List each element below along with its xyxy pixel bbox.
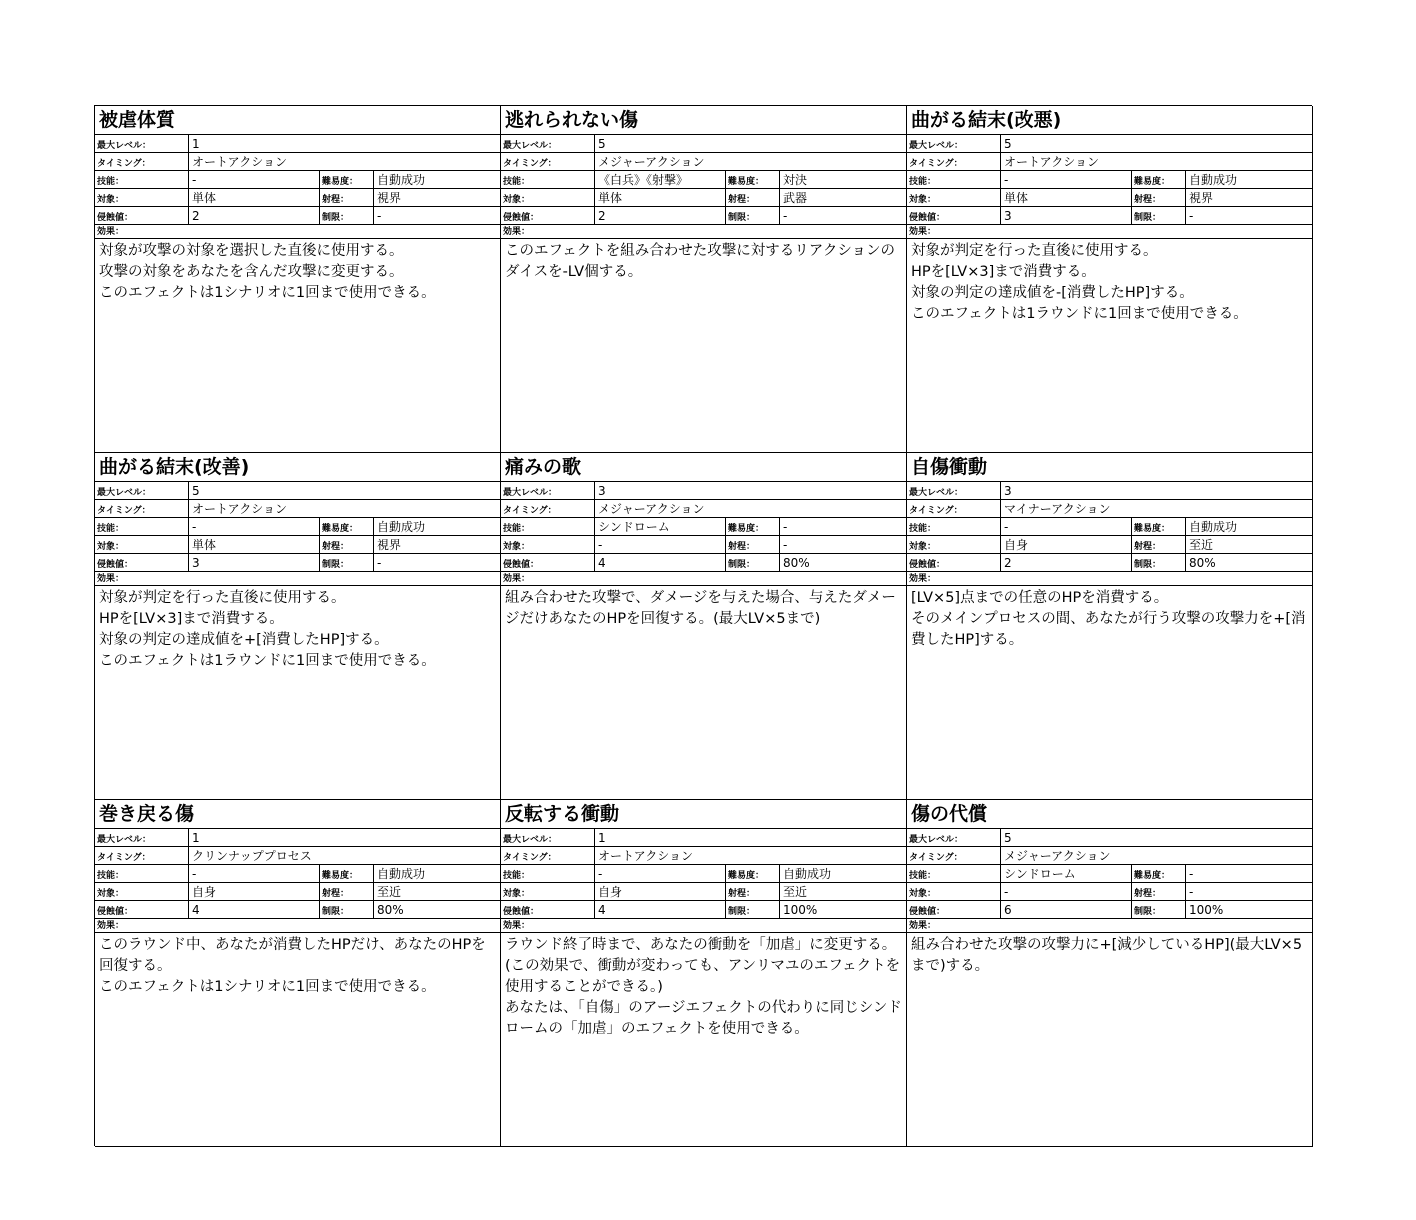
timing-row: [501, 153, 906, 171]
effect-label-row: [501, 919, 906, 933]
range-value: 至近: [783, 885, 808, 899]
effect-label: 効果：: [909, 921, 937, 931]
skill-row: [501, 865, 906, 883]
max-level-row: [95, 482, 500, 500]
effect-line: このエフェクトは1ラウンドに1回まで使用できる。: [911, 306, 1248, 322]
target-label: 対象：: [501, 536, 595, 553]
effect-label: 効果：: [503, 921, 531, 931]
effect-line: このエフェクトを組み合わせた攻撃に対するリアクションのダイスを-LV個する。: [505, 243, 896, 280]
effect-line: 攻撃の対象をあなたを含んだ攻撃に変更する。: [99, 264, 404, 280]
effect-label: 効果：: [503, 227, 531, 237]
erosion-value: 6: [1001, 901, 1132, 918]
effect-line: [LV×5]点までの任意のHPを消費する。: [911, 590, 1169, 606]
timing-label: タイミング：: [501, 847, 595, 864]
limit-value: 100%: [1189, 903, 1224, 917]
target-label: 対象：: [95, 536, 189, 553]
erosion-value: 2: [1001, 554, 1132, 571]
target-label: 対象：: [501, 189, 595, 206]
effect-name: 逃れられない傷: [501, 106, 906, 135]
target-label: 対象：: [907, 536, 1001, 553]
erosion-value: 4: [189, 901, 320, 918]
erosion-label: 侵蝕値：: [501, 207, 595, 224]
skill-value: -: [1001, 171, 1132, 188]
target-value: -: [595, 536, 726, 553]
skill-label: 技能：: [95, 518, 189, 535]
skill-label: 技能：: [501, 171, 595, 188]
timing-row: [95, 847, 500, 865]
target-value: 単体: [189, 536, 320, 553]
erosion-value: 2: [595, 207, 726, 224]
timing-row: [95, 500, 500, 518]
limit-label: 制限：: [320, 554, 374, 571]
limit-label: 制限：: [726, 207, 780, 224]
timing-value: マイナーアクション: [1004, 502, 1111, 516]
difficulty-value: 自動成功: [377, 173, 426, 187]
max-level-row: [501, 135, 906, 153]
timing-label: タイミング：: [501, 500, 595, 517]
effect-line: 対象が攻撃の対象を選択した直後に使用する。: [99, 243, 404, 259]
max-level-value: 1: [192, 137, 200, 151]
difficulty-label: 難易度：: [320, 865, 374, 882]
timing-row: [907, 500, 1312, 518]
max-level-label: 最大レベル：: [501, 829, 595, 846]
range-label: 射程：: [1132, 189, 1186, 206]
effect-label-row: [95, 225, 500, 239]
effect-name: 被虐体質: [95, 106, 500, 135]
target-row: [501, 536, 906, 554]
timing-label: タイミング：: [95, 847, 189, 864]
max-level-value: 1: [192, 831, 200, 845]
effect-name: 痛みの歌: [501, 453, 906, 482]
limit-value: 80%: [1189, 556, 1216, 570]
timing-label: タイミング：: [501, 153, 595, 170]
timing-value: オートアクション: [192, 502, 288, 516]
effect-text: [501, 239, 906, 285]
limit-value: 100%: [783, 903, 818, 917]
effect-label-row: [95, 572, 500, 586]
max-level-row: [907, 135, 1312, 153]
target-label: 対象：: [95, 883, 189, 900]
effect-label: 効果：: [503, 574, 531, 584]
skill-label: 技能：: [907, 518, 1001, 535]
target-value: 自身: [1001, 536, 1132, 553]
effect-line: ラウンド終了時まで、あなたの衝動を「加虐」に変更する。(この効果で、衝動が変わっても、アンリマユのエフェクトを使用することができる。): [505, 937, 901, 995]
erosion-row: [907, 901, 1312, 919]
max-level-label: 最大レベル：: [907, 829, 1001, 846]
skill-label: 技能：: [501, 865, 595, 882]
target-row: [95, 536, 500, 554]
range-value: 視界: [1189, 191, 1214, 205]
effect-label-row: [501, 225, 906, 239]
erosion-label: 侵蝕値：: [95, 901, 189, 918]
max-level-value: 3: [598, 484, 606, 498]
effect-line: このエフェクトは1シナリオに1回まで使用できる。: [99, 285, 436, 301]
effect-card: [501, 106, 907, 453]
difficulty-label: 難易度：: [1132, 518, 1186, 535]
effect-text: [95, 586, 500, 674]
difficulty-value: 自動成功: [1189, 520, 1238, 534]
effect-card: [907, 106, 1313, 453]
skill-row: [907, 171, 1312, 189]
effect-line: このエフェクトは1ラウンドに1回まで使用できる。: [99, 653, 436, 669]
max-level-row: [95, 829, 500, 847]
range-value: 至近: [377, 885, 402, 899]
timing-label: タイミング：: [907, 500, 1001, 517]
max-level-value: 5: [1004, 831, 1012, 845]
erosion-value: 4: [595, 901, 726, 918]
target-label: 対象：: [907, 189, 1001, 206]
range-label: 射程：: [1132, 883, 1186, 900]
effect-name: 曲がる結末(改善): [95, 453, 500, 482]
range-value: 視界: [377, 538, 402, 552]
erosion-value: 4: [595, 554, 726, 571]
max-level-label: 最大レベル：: [907, 482, 1001, 499]
limit-value: 80%: [783, 556, 810, 570]
range-value: 視界: [377, 191, 402, 205]
target-row: [95, 883, 500, 901]
effect-line: そのメインプロセスの間、あなたが行う攻撃の攻撃力を+[消費したHP]する。: [911, 611, 1306, 648]
erosion-value: 3: [1001, 207, 1132, 224]
max-level-value: 5: [192, 484, 200, 498]
erosion-row: [907, 554, 1312, 572]
max-level-value: 3: [1004, 484, 1012, 498]
erosion-label: 侵蝕値：: [95, 207, 189, 224]
range-label: 射程：: [726, 536, 780, 553]
effect-text: [501, 586, 906, 632]
effect-label: 効果：: [97, 921, 125, 931]
max-level-label: 最大レベル：: [907, 135, 1001, 152]
skill-row: [95, 518, 500, 536]
range-label: 射程：: [320, 536, 374, 553]
effect-card: [907, 453, 1313, 800]
max-level-value: 5: [598, 137, 606, 151]
effect-label: 効果：: [97, 227, 125, 237]
skill-value: -: [189, 518, 320, 535]
effect-card: [95, 453, 501, 800]
target-row: [907, 189, 1312, 207]
max-level-label: 最大レベル：: [501, 135, 595, 152]
erosion-label: 侵蝕値：: [501, 554, 595, 571]
difficulty-label: 難易度：: [320, 171, 374, 188]
effect-label-row: [95, 919, 500, 933]
timing-value: オートアクション: [192, 155, 288, 169]
skill-value: -: [1001, 518, 1132, 535]
target-value: 自身: [189, 883, 320, 900]
effect-line: このラウンド中、あなたが消費したHPだけ、あなたのHPを回復する。: [99, 937, 486, 974]
effect-text: [95, 239, 500, 306]
effect-name: 自傷衝動: [907, 453, 1312, 482]
effect-line: 組み合わせた攻撃の攻撃力に+[減少しているHP](最大LV×5まで)する。: [911, 937, 1303, 974]
skill-label: 技能：: [907, 865, 1001, 882]
skill-label: 技能：: [95, 171, 189, 188]
erosion-label: 侵蝕値：: [95, 554, 189, 571]
limit-value: 80%: [377, 903, 404, 917]
timing-value: オートアクション: [598, 849, 694, 863]
effect-line: 組み合わせた攻撃で、ダメージを与えた場合、与えたダメージだけあなたのHPを回復する。(最大LV×5まで): [505, 590, 896, 627]
effect-text: [907, 586, 1312, 653]
erosion-label: 侵蝕値：: [501, 901, 595, 918]
effect-card: [907, 800, 1313, 1147]
erosion-row: [501, 901, 906, 919]
timing-value: クリンナッププロセス: [192, 849, 312, 863]
timing-value: メジャーアクション: [1004, 849, 1111, 863]
difficulty-value: 自動成功: [1189, 173, 1238, 187]
skill-value: 《白兵》《射撃》: [595, 171, 726, 188]
erosion-row: [907, 207, 1312, 225]
difficulty-value: -: [1189, 867, 1194, 881]
skill-value: シンドローム: [1001, 865, 1132, 882]
effect-card: [95, 106, 501, 453]
limit-label: 制限：: [726, 901, 780, 918]
effect-label-row: [907, 919, 1312, 933]
effect-sheet: [94, 105, 1312, 1146]
effect-line: HPを[LV×3]まで消費する。: [99, 611, 284, 627]
skill-row: [907, 865, 1312, 883]
effect-name: 反転する衝動: [501, 800, 906, 829]
max-level-row: [907, 829, 1312, 847]
skill-row: [95, 171, 500, 189]
difficulty-label: 難易度：: [1132, 171, 1186, 188]
effect-text: [501, 933, 906, 1042]
effect-text: [907, 933, 1312, 979]
limit-value: -: [783, 209, 788, 223]
difficulty-label: 難易度：: [726, 171, 780, 188]
range-value: 武器: [783, 191, 808, 205]
difficulty-label: 難易度：: [726, 865, 780, 882]
limit-label: 制限：: [320, 207, 374, 224]
effect-text: [907, 239, 1312, 327]
range-label: 射程：: [726, 883, 780, 900]
max-level-row: [501, 482, 906, 500]
timing-row: [907, 153, 1312, 171]
target-label: 対象：: [501, 883, 595, 900]
difficulty-value: -: [783, 520, 788, 534]
effect-label: 効果：: [97, 574, 125, 584]
range-label: 射程：: [320, 189, 374, 206]
target-value: 単体: [189, 189, 320, 206]
target-row: [501, 189, 906, 207]
limit-value: -: [377, 209, 382, 223]
erosion-label: 侵蝕値：: [907, 207, 1001, 224]
max-level-row: [907, 482, 1312, 500]
timing-label: タイミング：: [95, 500, 189, 517]
effect-line: このエフェクトは1シナリオに1回まで使用できる。: [99, 979, 436, 995]
erosion-row: [95, 901, 500, 919]
limit-value: -: [377, 556, 382, 570]
range-label: 射程：: [726, 189, 780, 206]
max-level-label: 最大レベル：: [501, 482, 595, 499]
timing-value: メジャーアクション: [598, 155, 705, 169]
target-value: 自身: [595, 883, 726, 900]
erosion-row: [95, 207, 500, 225]
erosion-value: 3: [189, 554, 320, 571]
max-level-label: 最大レベル：: [95, 829, 189, 846]
difficulty-value: 自動成功: [377, 867, 426, 881]
effect-line: HPを[LV×3]まで消費する。: [911, 264, 1096, 280]
skill-label: 技能：: [907, 171, 1001, 188]
effect-line: 対象の判定の達成値を+[消費したHP]する。: [99, 632, 389, 648]
target-row: [95, 189, 500, 207]
skill-value: シンドローム: [595, 518, 726, 535]
skill-value: -: [189, 171, 320, 188]
range-value: -: [783, 538, 788, 552]
effect-name: 巻き戻る傷: [95, 800, 500, 829]
erosion-label: 侵蝕値：: [907, 901, 1001, 918]
difficulty-value: 自動成功: [783, 867, 832, 881]
effect-card: [501, 800, 907, 1147]
skill-value: -: [595, 865, 726, 882]
timing-row: [95, 153, 500, 171]
limit-label: 制限：: [1132, 554, 1186, 571]
skill-row: [907, 518, 1312, 536]
limit-label: 制限：: [1132, 207, 1186, 224]
difficulty-label: 難易度：: [726, 518, 780, 535]
range-value: 至近: [1189, 538, 1214, 552]
target-label: 対象：: [95, 189, 189, 206]
timing-label: タイミング：: [907, 153, 1001, 170]
limit-label: 制限：: [726, 554, 780, 571]
limit-label: 制限：: [320, 901, 374, 918]
difficulty-value: 自動成功: [377, 520, 426, 534]
skill-row: [501, 518, 906, 536]
effect-label-row: [907, 572, 1312, 586]
target-value: -: [1001, 883, 1132, 900]
erosion-value: 2: [189, 207, 320, 224]
range-label: 射程：: [320, 883, 374, 900]
max-level-row: [95, 135, 500, 153]
timing-row: [501, 500, 906, 518]
skill-value: -: [189, 865, 320, 882]
effect-card: [95, 800, 501, 1147]
difficulty-value: 対決: [783, 173, 808, 187]
skill-label: 技能：: [501, 518, 595, 535]
target-row: [501, 883, 906, 901]
erosion-row: [501, 554, 906, 572]
max-level-label: 最大レベル：: [95, 135, 189, 152]
effect-card: [501, 453, 907, 800]
max-level-label: 最大レベル：: [95, 482, 189, 499]
timing-value: オートアクション: [1004, 155, 1100, 169]
effect-line: 対象が判定を行った直後に使用する。: [911, 243, 1158, 259]
limit-label: 制限：: [1132, 901, 1186, 918]
timing-row: [501, 847, 906, 865]
max-level-row: [501, 829, 906, 847]
effect-text: [95, 933, 500, 1000]
target-value: 単体: [595, 189, 726, 206]
max-level-value: 1: [598, 831, 606, 845]
limit-value: -: [1189, 209, 1194, 223]
erosion-row: [95, 554, 500, 572]
target-row: [907, 883, 1312, 901]
timing-label: タイミング：: [907, 847, 1001, 864]
target-row: [907, 536, 1312, 554]
effect-line: 対象の判定の達成値を-[消費したHP]する。: [911, 285, 1194, 301]
timing-row: [907, 847, 1312, 865]
target-value: 単体: [1001, 189, 1132, 206]
skill-label: 技能：: [95, 865, 189, 882]
effect-name: 曲がる結末(改悪): [907, 106, 1312, 135]
effect-line: 対象が判定を行った直後に使用する。: [99, 590, 346, 606]
effect-line: あなたは、「自傷」のアージエフェクトの代わりに同じシンドロームの「加虐」のエフェクトを使用できる。: [505, 1000, 902, 1037]
target-label: 対象：: [907, 883, 1001, 900]
timing-value: メジャーアクション: [598, 502, 705, 516]
range-label: 射程：: [1132, 536, 1186, 553]
timing-label: タイミング：: [95, 153, 189, 170]
skill-row: [95, 865, 500, 883]
erosion-row: [501, 207, 906, 225]
erosion-label: 侵蝕値：: [907, 554, 1001, 571]
max-level-value: 5: [1004, 137, 1012, 151]
range-value: -: [1189, 885, 1194, 899]
effect-name: 傷の代償: [907, 800, 1312, 829]
effect-label: 効果：: [909, 574, 937, 584]
effect-label-row: [501, 572, 906, 586]
difficulty-label: 難易度：: [1132, 865, 1186, 882]
skill-row: [501, 171, 906, 189]
effect-label: 効果：: [909, 227, 937, 237]
effect-label-row: [907, 225, 1312, 239]
difficulty-label: 難易度：: [320, 518, 374, 535]
